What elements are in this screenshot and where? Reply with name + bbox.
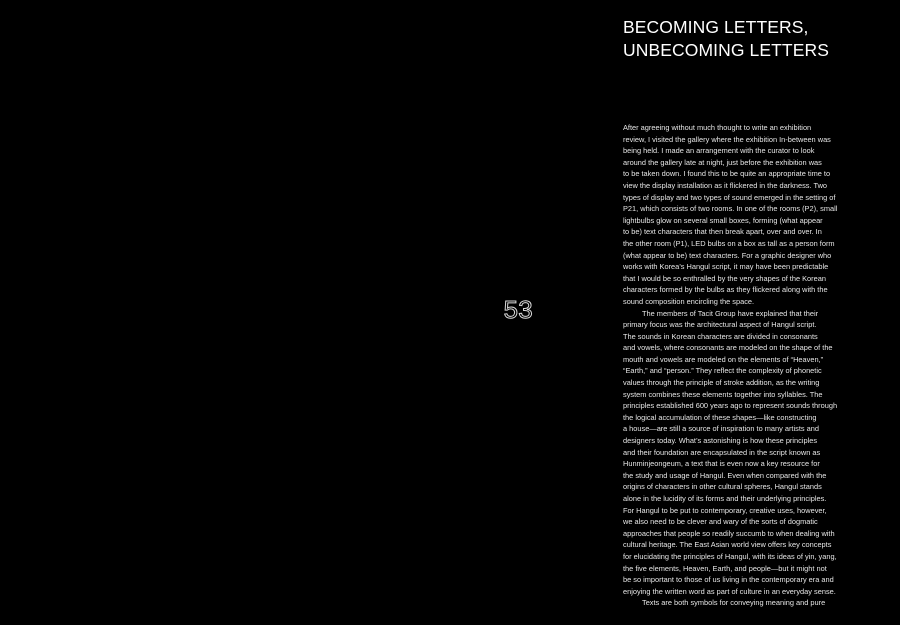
body-line: be so important to those of us living in the contemporary era and [623, 575, 834, 585]
body-line: (what appear to be) text characters. For a graphic designer who [623, 250, 832, 260]
body-line: we also need to be clever and wary of the sorts of dogmatic [623, 517, 818, 527]
body-line: alone in the lucidity of its forms and their underlying principles. [623, 494, 827, 503]
body-line: to be taken down. I found this to be quite an appropriate time to [623, 169, 831, 179]
body-line: principles established 600 years ago to represent sounds through [623, 401, 838, 411]
body-line: After agreeing without much thought to write an exhibition [623, 123, 812, 132]
body-line: The sounds in Korean characters are divided in consonants [623, 331, 818, 341]
article-title [623, 16, 893, 62]
body-line: for elucidating the principles of Hangul, with its ideas of yin, yang, [623, 551, 837, 561]
body-line: mouth and vowels are modeled on the elements of “Heaven,” [623, 354, 824, 364]
body-line: and vowels, where consonants are modeled on the shape of the [623, 343, 833, 353]
body-line: The members of Tacit Group have explained that their [642, 308, 819, 318]
body-line: the study and usage of Hangul. Even when compared with the [623, 470, 827, 480]
body-line: lightbulbs glow on several small boxes, forming (what appear [623, 215, 823, 225]
body-line: Hunminjeongeum, a text that is even now a key resource for [623, 459, 820, 469]
body-line: enjoying the written word as part of culture in an everyday sense. [623, 586, 836, 596]
body-line: works with Korea’s Hangul script, it may have been predictable [623, 262, 829, 272]
body-line: a house—are still a source of inspiration to many artists and [623, 424, 819, 434]
body-line: types of display and two types of sound emerged in the setting of [623, 192, 836, 202]
body-line: and their foundation are encapsulated in the script known as [623, 447, 821, 457]
body-line: being held. I made an arrangement with the curator to look [623, 146, 815, 156]
body-line: cultural heritage. The East Asian world view offers key concepts [623, 540, 832, 550]
body-line: Texts are both symbols for conveying meaning and pure [642, 598, 826, 608]
body-line: values through the principle of stroke addition, as the writing [623, 378, 820, 388]
body-line: the other room (P1), LED bulbs on a box as tall as a person form [623, 238, 835, 248]
body-line: the logical accumulation of these shapes—like constructing [623, 412, 817, 422]
body-line: primary focus was the architectural aspect of Hangul script. [623, 320, 817, 330]
body-line: the five elements, Heaven, Earth, and people—but it might not [623, 563, 827, 573]
body-line: review, I visited the gallery where the exhibition In-between was [623, 134, 831, 144]
body-line: system combines these elements together into syllables. The [623, 389, 823, 399]
body-line: around the gallery late at night, just before the exhibition was [623, 157, 822, 167]
page-number: 53 [503, 296, 533, 326]
body-line: sound composition encircling the space. [623, 296, 755, 306]
body-line: designers today. What’s astonishing is how these principles [623, 436, 818, 446]
body-line: “Earth,” and “person.” They reflect the complexity of phonetic [623, 366, 822, 376]
body-line: to be) text characters that then break apart, over and over. In [623, 227, 822, 237]
body-line: that I would be so enthralled by the very shapes of the Korean [623, 273, 826, 283]
body-line: For Hangul to be put to contemporary, creative uses, however, [623, 505, 827, 515]
article-body [623, 122, 885, 609]
body-line: origins of characters in other cultural spheres, Hangul stands [623, 482, 822, 492]
body-line: P21, which consists of two rooms. In one of the rooms (P2), small [623, 204, 838, 214]
body-line: approaches that people so readily succumb to when dealing with [623, 528, 835, 538]
title-line: BECOMING LETTERS, [623, 17, 809, 37]
body-line: characters formed by the bulbs as they flickered along with the [623, 285, 828, 295]
title-line: UNBECOMING LETTERS [623, 40, 829, 60]
body-line: view the display installation as it flickered in the darkness. Two [623, 180, 828, 190]
